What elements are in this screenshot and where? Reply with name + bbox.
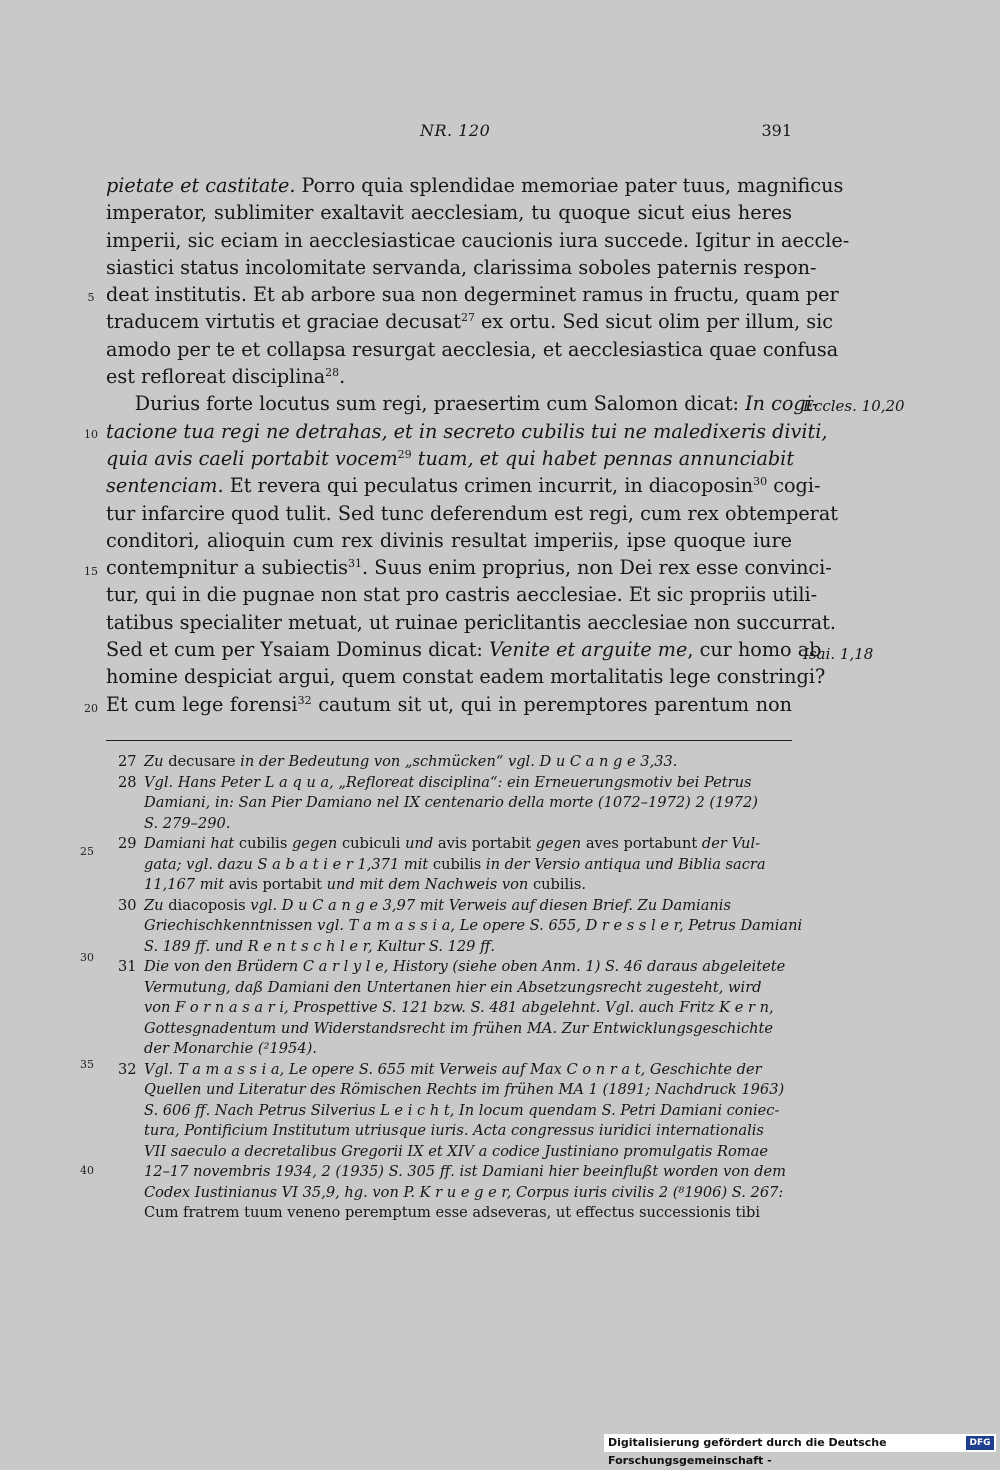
footnote-line: 28 Vgl. Hans Peter L a q u a, „Refloreat disciplina“: ein Erneuerungsmotiv bei Petrus: [118, 773, 752, 791]
line-number: 25: [80, 845, 94, 858]
text-line: quia avis caeli portabit vocem$^{29}$ tuam, et qui habet pennas annunciabit: [106, 446, 795, 470]
text-line: tur infarcire quod tulit. Sed tunc deferendum est regi, cum rex obtemperat: [106, 501, 839, 525]
line-number: 35: [80, 1058, 94, 1071]
text-line: amodo per te et collapsa resurgat aecclesia, et aecclesiastica quae confusa: [106, 337, 839, 361]
footnote-line: Vermutung, daß Damiani den Untertanen hier ein Absetzungsrecht zugesteht, wird: [144, 978, 762, 996]
footnote-line: 30 Zu diacoposis vgl. D u C a n g e 3,97 mit Verweis auf diesen Brief. Zu Damianis: [118, 896, 731, 914]
text-line: Sed et cum per Ysaiam Dominus dicat: Venite et arguite me, cur homo ab: [106, 638, 822, 662]
text-line: pietate et castitate. Porro quia splendidae memoriae pater tuus, magnificus: [106, 174, 844, 197]
text-line: siastici status incolomitate servanda, clarissima soboles paternis respon-: [106, 255, 817, 279]
footnote-line: Cum fratrem tuum veneno peremptum esse adseveras, ut effectus successionis tibi: [144, 1204, 761, 1221]
footnote-line: 31 Die von den Brüdern C a r l y l e, History (siehe oben Anm. 1) S. 46 daraus abgeleitete: [118, 958, 786, 975]
text-line: homine despiciat argui, quem constat eadem mortalitatis lege constringi?: [106, 665, 826, 689]
footnote-line: tura, Pontificium Institutum utriusque iuris. Acta congressus iuridici internationalis: [144, 1122, 764, 1139]
running-header-title: NR. 120: [420, 121, 491, 140]
text-line: deat institutis. Et ab arbore sua non degerminet ramus in fructu, quam per: [106, 283, 839, 307]
footnote-line: 12–17 novembris 1934, 2 (1935) S. 305 ff. ist Damiani hier beeinflußt worden von dem: [144, 1163, 786, 1180]
text-line: contempnitur a subiectis$^{31}$. Suus enim proprius, non Dei rex esse convinci-: [106, 556, 832, 580]
footnote-line: Griechischkenntnissen vgl. T a m a s s i a, Le opere S. 655, D r e s s l e r, Petrus Damiani: [144, 917, 803, 934]
footnote-line: 29 Damiani hat cubilis gegen cubiculi und avis portabit gegen aves portabunt der Vul-: [118, 835, 761, 852]
text-line: Et cum lege forensi$^{32}$ cautum sit ut, qui in peremptores parentum non: [106, 692, 792, 716]
footnotes: [106, 752, 803, 1224]
footnote-line: S. 189 ff. und R e n t s c h l e r, Kultur S. 129 ff.: [144, 937, 496, 955]
footnote-line: S. 606 ff. Nach Petrus Silverius L e i c h t, In locum quendam S. Petri Damiani coniec-: [144, 1101, 780, 1119]
digitization-credit: [604, 1434, 996, 1467]
footnote-line: 27 Zu decusare in der Bedeutung von „schmücken“ vgl. D u C a n g e 3,33.: [118, 753, 678, 770]
credit-text: Digitalisierung gefördert durch die Deutsche Forschungsgemeinschaft -: [608, 1436, 887, 1467]
footnote-line: 32 Vgl. T a m a s s i a, Le opere S. 655 mit Verweis auf Max C o n r a t, Geschichte der: [118, 1060, 762, 1078]
text-line: tacione tua regi ne detrahas, et in secreto cubilis tui ne maledixeris diviti,: [106, 419, 828, 443]
dfg-logo: DFG: [966, 1436, 994, 1450]
margin-note-isai: Isai. 1,18: [803, 645, 874, 663]
line-number: 30: [80, 951, 94, 964]
page-number: 391: [761, 121, 792, 140]
text-line: tatibus specialiter metuat, ut ruinae periclitantis aecclesiae non succurrat.: [106, 610, 836, 634]
text-line: tur, qui in die pugnae non stat pro castris aecclesiae. Et sic propriis utili-: [106, 583, 818, 607]
footnote-line: gata; vgl. dazu S a b a t i e r 1,371 mit cubilis in der Versio antiqua und Biblia sacra: [144, 855, 766, 873]
text-line: sentenciam. Et revera qui peculatus crimen incurrit, in diacoposin$^{30}$ cogi-: [106, 474, 821, 498]
line-number: 15: [84, 565, 98, 578]
footnote-line: S. 279–290.: [144, 814, 231, 832]
text-line: conditori, alioquin cum rex divinis resultat imperiis, ipse quoque iure: [106, 528, 792, 552]
margin-note-eccles: Eccles. 10,20: [803, 397, 905, 415]
footnote-line: der Monarchie (²1954).: [144, 1040, 317, 1057]
footnote-line: Damiani, in: San Pier Damiano nel IX centenario della morte (1072–1972) 2 (1972): [144, 794, 758, 811]
line-number: 10: [84, 428, 98, 441]
footnote-rule: [106, 740, 792, 741]
text-line: Durius forte locutus sum regi, praesertim cum Salomon dicat: In cogi-: [106, 392, 819, 416]
line-number: 40: [80, 1164, 94, 1177]
footnote-line: VII saeculo a decretalibus Gregorii IX et XIV a codice Justiniano promulgatis Romae: [144, 1142, 768, 1160]
line-number: 20: [84, 702, 98, 715]
footnote-line: Quellen und Literatur des Römischen Rechts im frühen MA 1 (1891; Nachdruck 1963): [144, 1081, 785, 1098]
text-line: est refloreat disciplina$^{28}$.: [106, 365, 346, 389]
footnote-line: Gottesgnadentum und Widerstandsrecht im frühen MA. Zur Entwicklungsgeschichte: [144, 1019, 774, 1037]
footnote-line: 11,167 mit avis portabit und mit dem Nachweis von cubilis.: [144, 876, 586, 893]
line-number: 5: [87, 291, 95, 304]
text-line: imperator, sublimiter exaltavit aecclesiam, tu quoque sicut eius heres: [106, 201, 792, 225]
text-line: imperii, sic eciam in aecclesiasticae caucionis iura succede. Igitur in aeccle-: [106, 228, 850, 252]
text-line: traducem virtutis et graciae decusat$^{27}$ ex ortu. Sed sicut olim per illum, sic: [106, 310, 834, 334]
footnote-line: Codex Iustinianus VI 35,9, hg. von P. K r u e g e r, Corpus iuris civilis 2 (⁸1906) S. 267:: [144, 1183, 784, 1201]
footnote-line: von F o r n a s a r i, Prospettive S. 121 bzw. S. 481 abgelehnt. Vgl. auch Fritz K e r n,: [144, 999, 774, 1016]
